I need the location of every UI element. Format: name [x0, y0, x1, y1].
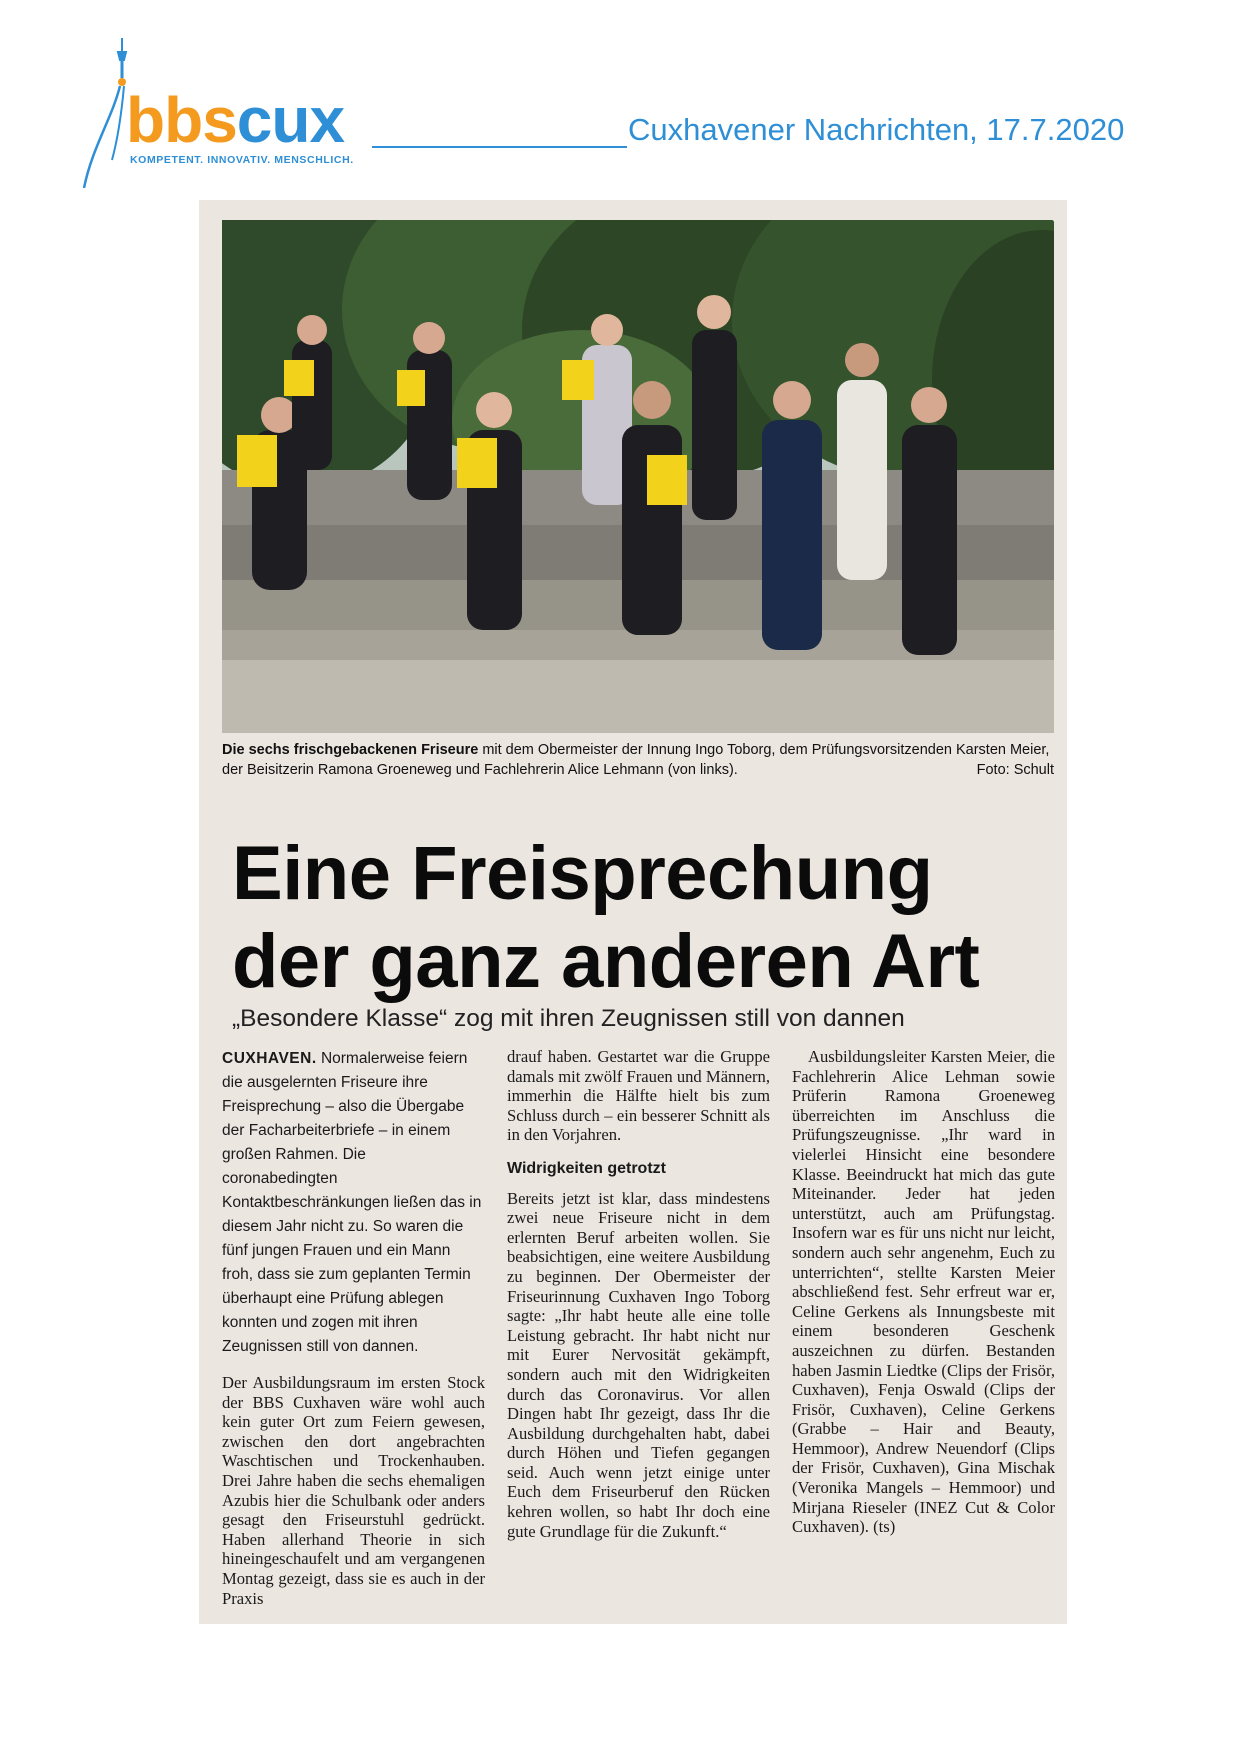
article-paragraph-2: drauf haben. Gestartet war die Gruppe damals mit zwölf Frauen und Männern, immerhin die Hälfte hielt bis zum Schluss durch – ein besserer Schnitt als in den Vorjahren.: [507, 1047, 770, 1145]
caption-text: mit dem Obermeister der Innung Ingo Toborg, dem Prüfungsvorsitzenden Karsten Meier, der Beisitzerin Ramona Groeneweg und Fachlehrerin Alice Lehmann (von links).: [222, 742, 1050, 778]
logo-tagline: KOMPETENT. INNOVATIV. MENSCHLICH.: [130, 154, 354, 166]
dateline: CUXHAVEN.: [222, 1050, 317, 1067]
article-subheading: Widrigkeiten getrotzt: [507, 1159, 666, 1177]
article-column-1: [222, 1047, 485, 1622]
photo-caption: [222, 740, 1054, 780]
logo-wordmark: [126, 84, 345, 156]
logo-cux: cux: [236, 84, 345, 156]
article-column-3: [792, 1047, 1055, 1551]
headline-line-2: der ganz anderen Art: [232, 919, 980, 1004]
article-paragraph-4: Ausbildungsleiter Karsten Meier, die Fachlehrerin Alice Lehman sowie Prüferin Ramona Groeneweg überreichten im Anschluss die Prüfungszeugnisse. „Ihr ward in vielerlei Hinsicht eine besondere Klasse. Beeindruckt hat mich das gute Miteinander. Jeder hat jeden unterstützt, auch am Prüfungstag. Insofern war es für uns nicht nur leicht, sondern auch sehr angenehm, Euch zu unterrichten“, stellte Karsten Meier abschließend fest. Sehr erfreut war er, Celine Gerkens als Innungsbeste mit einem besonderen Geschenk auszeichnen zu dürfen. Bestanden haben Jasmin Liedtke (Clips der Frisör, Cuxhaven), Fenja Oswald (Clips der Frisör, Cuxhaven), Celine Gerkens (Grabbe – Hair and Beauty, Hemmoor), Andrew Neuendorf (Clips der Frisör, Cuxhaven), Gina Mischak (Veronika Mangels – Hemmoor) und Mirjana Rieseler (INEZ Cut & Color Cuxhaven). (ts): [792, 1047, 1055, 1537]
photo-credit: Foto: Schult: [976, 762, 1054, 778]
article-subhead: „Besondere Klasse“ zog mit ihren Zeugnissen still von dannen: [232, 1005, 905, 1032]
header-rule: [372, 146, 627, 148]
article-paragraph-3: Bereits jetzt ist klar, dass mindestens zwei neue Friseure nicht in dem erlernten Beruf arbeiten wollen. Sie beabsichtigen, eine weitere Ausbildung zu beginnen. Der Obermeister der Friseurinnung Cuxhaven Ingo Toborg sagte: „Ihr habt heute alle eine tolle Leistung gebracht. Ihr habt nicht nur mit Eurer Nervosität gekämpft, sondern auch mit den Widrigkeiten durch das Coronavirus. Vor allen Dingen habt Ihr gezeigt, dass Ihr die Ausbildung durchgehalten habt, dabei durch Höhen und Tiefen gegangen seid. Auch wenn jetzt einige unter Euch dem Friseurberuf den Rücken kehren wollen, so habt Ihr doch eine gute Grundlage für die Zukunft.“: [507, 1188, 770, 1541]
photo-illustration: [222, 220, 1054, 733]
caption-lead: Die sechs frischgebackenen Friseure: [222, 742, 479, 758]
source-line: Cuxhavener Nachrichten, 17.7.2020: [628, 112, 1125, 147]
bbscux-logo: [82, 38, 382, 198]
lead-text: Normalerweise feiern die ausgelernten Friseure ihre Freisprechung – also die Übergabe der Facharbeiterbriefe – in einem großen Rahmen. Die coronabedingten Kontaktbeschränkungen ließen das in diesem Jahr nicht zu. So waren die fünf jungen Frauen und ein Mann froh, dass sie zum geplanten Termin überhaupt eine Prüfung ablegen konnten und zogen mit ihren Zeugnissen still von dannen.: [222, 1050, 482, 1355]
article-headline: [232, 830, 1062, 1006]
logo-bbs: bbs: [126, 84, 237, 156]
group-photo: [222, 220, 1054, 733]
headline-line-1: Eine Freisprechung: [232, 831, 933, 916]
article-paragraph-1: Der Ausbildungsraum im ersten Stock der BBS Cuxhaven wäre wohl auch kein guter Ort zum Feiern gewesen, zwischen den dort angebrachten Waschtischen und Trockenhauben. Drei Jahre haben die sechs ehemaligen Azubis hier die Schulbank oder anders gesagt den Friseurstuhl gedrückt. Haben allerhand Theorie in sich hineingeschaufelt und am vergangenen Montag gezeigt, dass sie es auch in der Praxis: [222, 1373, 485, 1608]
article-column-2: [507, 1047, 770, 1555]
article-lead: [222, 1047, 485, 1359]
